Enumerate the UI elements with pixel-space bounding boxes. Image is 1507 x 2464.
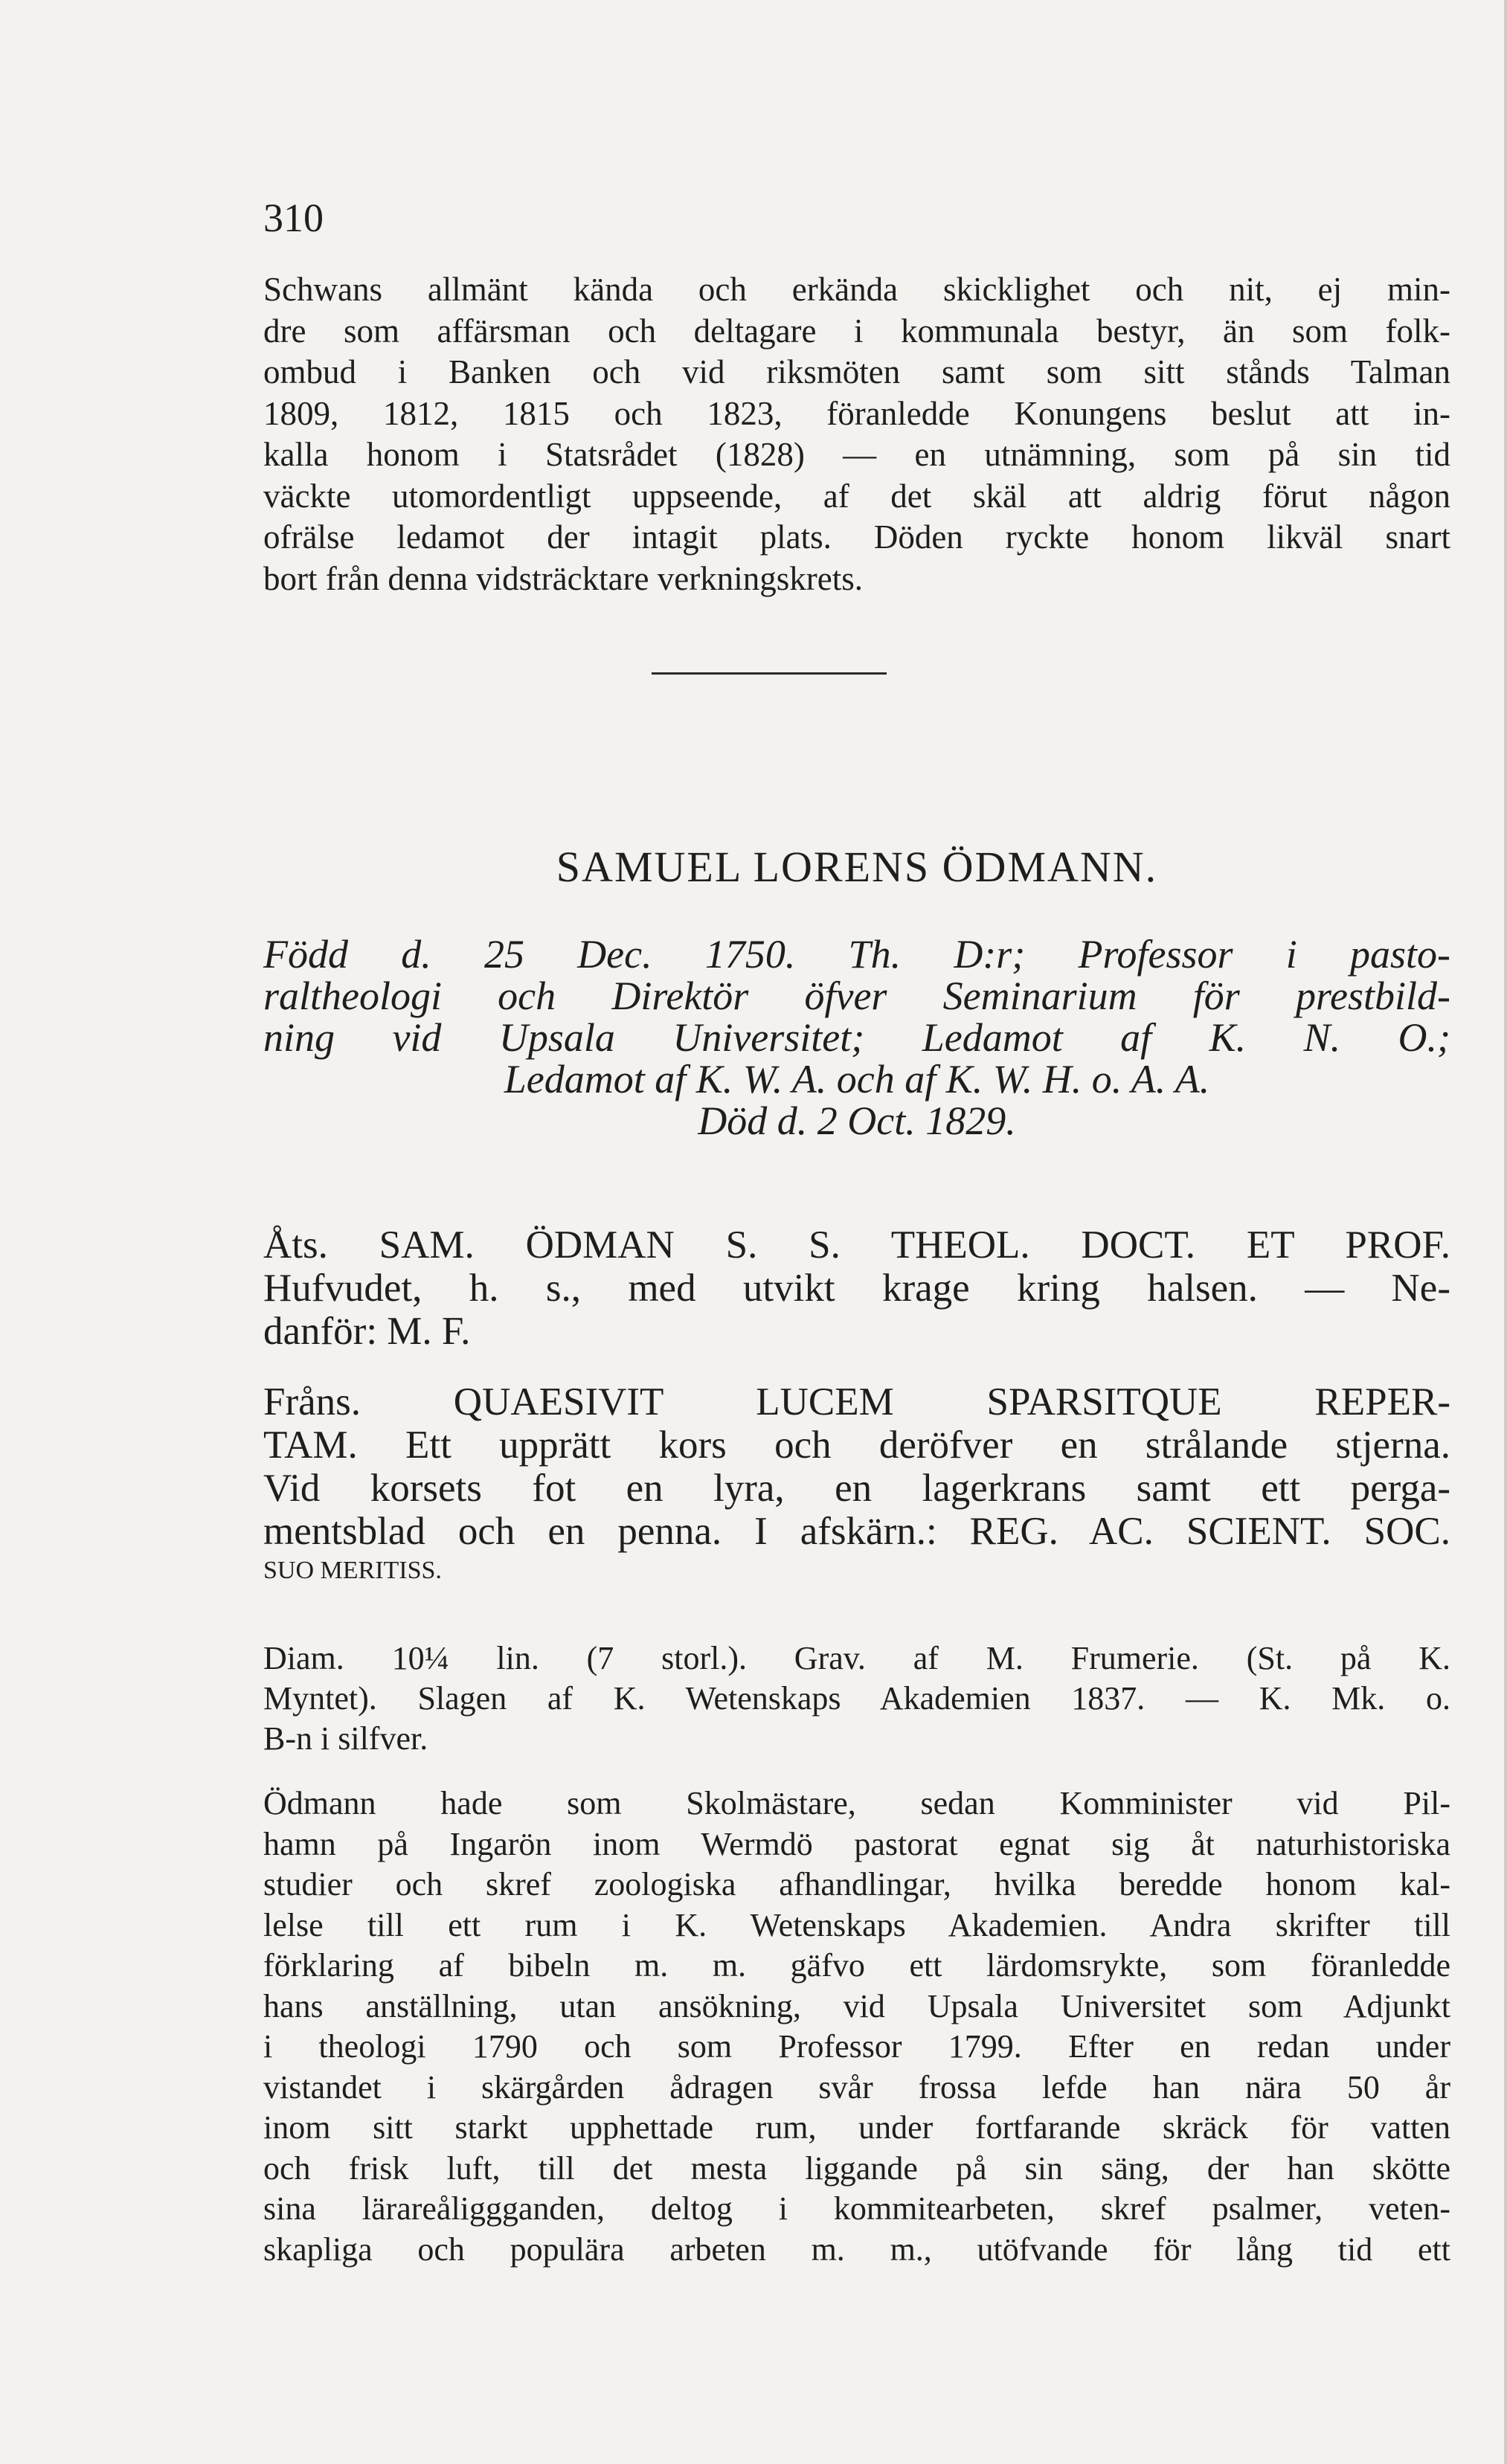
reverse-line: TAM. Ett upprätt kors och deröfver en strålande stjerna.	[263, 1424, 1450, 1467]
text-line: hans anställning, utan ansökning, vid Upsala Universitet som Adjunkt	[263, 1987, 1450, 2024]
text-line: Schwans allmänt kända och erkända skicklighet och nit, ej min-	[263, 271, 1450, 308]
text-line: väckte utomordentligt uppseende, af det skäl att aldrig förut någon	[263, 477, 1450, 515]
text-line: bort från denna vidsträcktare verkningskrets.	[263, 559, 863, 597]
text-line: sina lärareåliggganden, deltog i kommitearbeten, skref psalmer, veten-	[263, 2190, 1450, 2227]
bio-line: ning vid Upsala Universitet; Ledamot af K. N. O.;	[263, 1015, 1450, 1060]
reverse-line: Fråns. QUAESIVIT LUCEM SPARSITQUE REPER-	[263, 1380, 1450, 1424]
reverse-line: mentsblad och en penna. I afskärn.: REG. AC. SCIENT. SOC.	[263, 1510, 1450, 1553]
text-line: hamn på Ingarön inom Wermdö pastorat egnat sig åt naturhistoriska	[263, 1825, 1450, 1862]
detail-line: B-n i silfver.	[263, 1720, 428, 1757]
reverse-line: SUO MERITISS.	[263, 1557, 442, 1584]
bio-line: Död d. 2 Oct. 1829.	[698, 1098, 1016, 1143]
intro-paragraph	[263, 269, 1450, 599]
text-line: studier och skref zoologiska afhandlingar, hvilka beredde honom kal-	[263, 1866, 1450, 1902]
obverse-line: Hufvudet, h. s., med utvikt krage kring halsen. — Ne-	[263, 1267, 1450, 1310]
text-line: och frisk luft, till det mesta liggande på sin säng, der han skötte	[263, 2149, 1450, 2187]
text-line: ofrälse ledamot der intagit plats. Döden ryckte honom likväl snart	[263, 518, 1450, 556]
text-line: vistandet i skärgården ådragen svår frossa lefde han nära 50 år	[263, 2068, 1450, 2106]
page-number: 310	[263, 196, 324, 240]
reverse-description	[263, 1380, 1450, 1589]
bio-line: raltheologi och Direktör öfver Seminarium för prestbild-	[263, 974, 1450, 1018]
text-line: ombud i Banken och vid riksmöten samt som sitt stånds Talman	[263, 353, 1450, 390]
text-line: inom sitt starkt upphettade rum, under fortfarande skräck för vatten	[263, 2109, 1450, 2146]
detail-line: Myntet). Slagen af K. Wetenskaps Akademien 1837. — K. Mk. o.	[263, 1680, 1450, 1717]
obverse-description	[263, 1223, 1450, 1353]
page-edge	[1504, 0, 1507, 2464]
biography-paragraph	[263, 1783, 1450, 2270]
section-heading: SAMUEL LORENS ÖDMANN.	[556, 843, 1158, 891]
obverse-line: danför: M. F.	[263, 1310, 471, 1353]
text-line: förklaring af bibeln m. m. gäfvo ett lärdomsrykte, som föranledde	[263, 1947, 1450, 1984]
medal-details	[263, 1638, 1450, 1759]
section-divider	[652, 672, 887, 675]
reverse-line: Vid korsets fot en lyra, en lagerkrans samt ett perga-	[263, 1467, 1450, 1510]
biography-summary	[263, 933, 1450, 1142]
text-line: dre som affärsman och deltagare i kommunala bestyr, än som folk-	[263, 312, 1450, 350]
detail-line: Diam. 10¼ lin. (7 storl.). Grav. af M. Frumerie. (St. på K.	[263, 1640, 1450, 1676]
text-line: Ödmann hade som Skolmästare, sedan Komminister vid Pil-	[263, 1785, 1450, 1821]
text-line: lelse till ett rum i K. Wetenskaps Akademien. Andra skrifter till	[263, 1906, 1450, 1943]
bio-line: Ledamot af K. W. A. och af K. W. H. o. A. A.	[504, 1057, 1210, 1101]
obverse-line: Åts. SAM. ÖDMAN S. S. THEOL. DOCT. ET PROF.	[263, 1223, 1450, 1267]
text-line: 1809, 1812, 1815 och 1823, föranledde Konungens beslut att in-	[263, 394, 1450, 432]
text-line: kalla honom i Statsrådet (1828) — en utnämning, som på sin tid	[263, 436, 1450, 473]
bio-line: Född d. 25 Dec. 1750. Th. D:r; Professor i pasto-	[263, 932, 1450, 977]
text-line: i theologi 1790 och som Professor 1799. Efter en redan under	[263, 2028, 1450, 2065]
text-line: skapliga och populära arbeten m. m., utöfvande för lång tid ett	[263, 2230, 1450, 2268]
